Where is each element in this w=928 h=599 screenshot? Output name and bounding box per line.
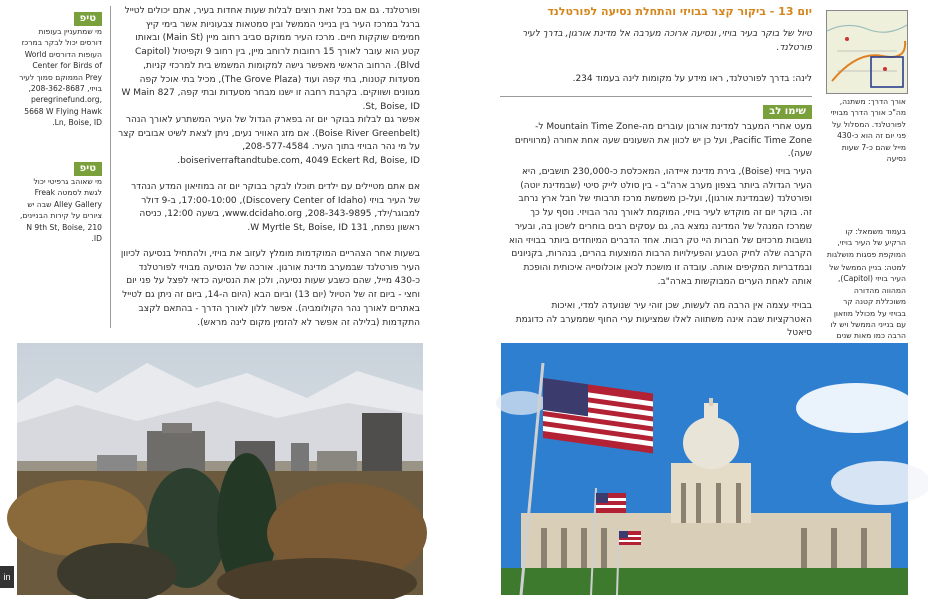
route-length-note: אורך הדרך: משתנה, מה"כ אורך הדרך מבויזי לפורטלנד. המסלול על פני יום זה הוא כ-430 מייל שהם כ-7 שעות נסיעה (830, 97, 906, 164)
body-paragraph-boise-2: בבויזי עצמה אין הרבה מה לעשות, שכן זוהי עיר שנועדה למדי, ואיכות האטרקציות שבה אינה משתווה לאלו שמציעות ערי החוף שממערב לה כדוגמת סיאטל (515, 301, 812, 339)
body-paragraph-boise: העיר בויזי (Boise), בירת מדינת איידהו, המאכלסת כ-230,000 תושבים, היא העיר הגדולה ביותר בצפון מערב ארה"ב - בין סולט לייק סיטי (שבמדינת יוטה) ופורטלנד (שבמדינת אורגון), ועל-כן משמשת מרכז תרבותי של חבל ארץ נרחב זה. בוקר יום זה מוקדש לעיר בויזי, המוקמת לאורך נהר הבויזי. נוסף על כך שמרכז המנהל של המדינה נמצא בה, גם עסקים רבים בוחרים לשכון בה, ובעיר נושבות מרכזים של חברות היי טק רבות. אחד הדברים המיוחדים ביותר בבויזי הוא הקרבה שלה לחיק הטבע והפעילויות הרבות המוצעות בהרים, בנהרות, בקניונים ובמדבריות המקיפים אותה. עובדה זו מושכת לכאן אוכלוסייה איכותית והופכת אותה לאחת הערים המבוקשות בארה"ב. (508, 167, 812, 287)
idaho-capitol-photo (501, 343, 908, 595)
caption-capitol: למטה: בניין הממשל של העיר בויזי (Capitol), המהווה מהדורה משוכללת קטנה קר בבויזי על מכולל מוזאון עם בנייני הממשל ויש לו הרבה כמו מאות שנים (829, 263, 906, 341)
caption-skyline: בעמוד משמאל: קו הרקיע של העיר בויזי, המוקפת פסגות מושלגות (826, 227, 906, 259)
attention-box (510, 99, 812, 162)
day-intro: טיול של בוקר בעיר בויזי, ונסיעה ארוכה מערבה אל מדינת אורגון, בדרך לעיר פורטלנד. (521, 29, 812, 53)
tip-text: מי שאוהב גרפיטי יכול לגשת לסמטה Freak Alley Gallery שבה יש ציורים על קירות הבניינים, 210 N 9th St, Boise, ID. (19, 177, 102, 244)
route-map-thumbnail (826, 10, 908, 94)
left-paragraph-discovery-center: אם אתם מטיילים עם ילדים תוכלו לבקר בבוקר יום זה במוזיאון המדע הנהדר של העיר בויזי (Discovery Center of Idaho), 17:00-10:00, ב-9 דולר למבוגר/ילד, 208-343-9895, www.dcidaho.org, בשעה 12:00, כניסה ראשון נפתח, 131 W Myrtle St, Boise, ID. (131, 182, 420, 234)
left-paragraph-downtown: ופורטלנד. גם אם בכל זאת רוצים לבלות שעות אחדות בעיר, אתם יכולים לטייל ברגל במרכז העיר בין בנייני הממשל ובין סמטאות צבעוניות אשר בימי קיץ חמימים שוקקות חיים. מרכז העיר ממוקם סביב רחוב מיין (Main St) ובאותו קטע הוא עובר לאורך 15 רחובות לרוחב מיין, בין רחוב 9 וקפיטול (Capitol Blvd). הרחוב הראשי מאפשר גישה למקומות המשמש בית למרכזי קניות, מסעדות קטנות, בתי קפה ועוד (The Grove Plaza), מכיל בתי אוכל קפה מגוונים ושווקים. בקרבת רחבה זו ישנו מבחר מסעדות ובתי קפה, 827 W Main St, Boise, ID. (121, 6, 420, 112)
attention-divider (500, 96, 812, 97)
tip-text: מי שמתעניין בעופות דורסים יכול לבקר במרכז העופות הדורסים World Center for Birds of Prey הממוקם סמוך לעיר בויזי, 208-362-8687, peregrinefund.org, 5668 W Flying Hawk Ln, Boise, ID. (19, 27, 102, 128)
tip-tag: טיפ (74, 12, 102, 26)
corner-badge[interactable]: in (0, 566, 14, 588)
lodging-note: לינה: בדרך לפורטלנד, ראו מידע על מקומות לינה בעמוד 234. (572, 74, 812, 84)
boise-skyline-photo (17, 343, 423, 595)
attention-tag: שימו לב (763, 105, 812, 119)
left-paragraph-greenbelt: אפשר גם לבלות בבוקר יום זה בפארק הגדול של העיר המשתרע לאורך הנהר (Boise River Greenbelt). אם מזג האוויר נעים, ניתן לצאת לשיט אבובים קצר על מי נהר הבויזי בתוך העיר. 208-577-4584, boiseriverraftandtube.com, 4049 Eckert Rd, Boise, ID. (118, 115, 420, 167)
day-title: יום 13 - ביקור קצר בבויזי והתחלת נסיעה לפורטלנד (547, 5, 812, 18)
attention-text: מעט אחרי המעבר למדינת אורגון עוברים מה-Mountain Time Zone ל-Pacific Time Zone, ועל כן יש לכוון את השעונים שעה אחת אחורה (מרוויחים שעה). (514, 122, 812, 160)
left-paragraph-drive-to-portland: בשעות אחר הצהריים המוקדמות מומלץ לעזוב את בויזי, ולהתחיל בנסיעה לכיוון העיר פורטלנד שבמערב מדינת אורגון. אורכה של הנסיעה מבויזי לפורטלנד כ-430 מייל, שהם כשבע שעות נסיעה, ולכן את הנסיעה כדאי לפצל על פני יום וחצי - ביום זה של הטיול (יום 13) וביום הבא (היום ה-14, ביום זה ניתן גם לטייל באתרים לאורך נהר הקולומביה). אפשר ללון לאורך הדרך - בהתאם לקצב התקדמות (בלילה זה אפשר לא להזמין מקום לינה מראש). (120, 249, 420, 328)
tip-birds-of-prey (14, 6, 102, 129)
tip-tag: טיפ (74, 162, 102, 176)
column-divider (110, 6, 111, 328)
tip-freak-alley (14, 156, 102, 244)
